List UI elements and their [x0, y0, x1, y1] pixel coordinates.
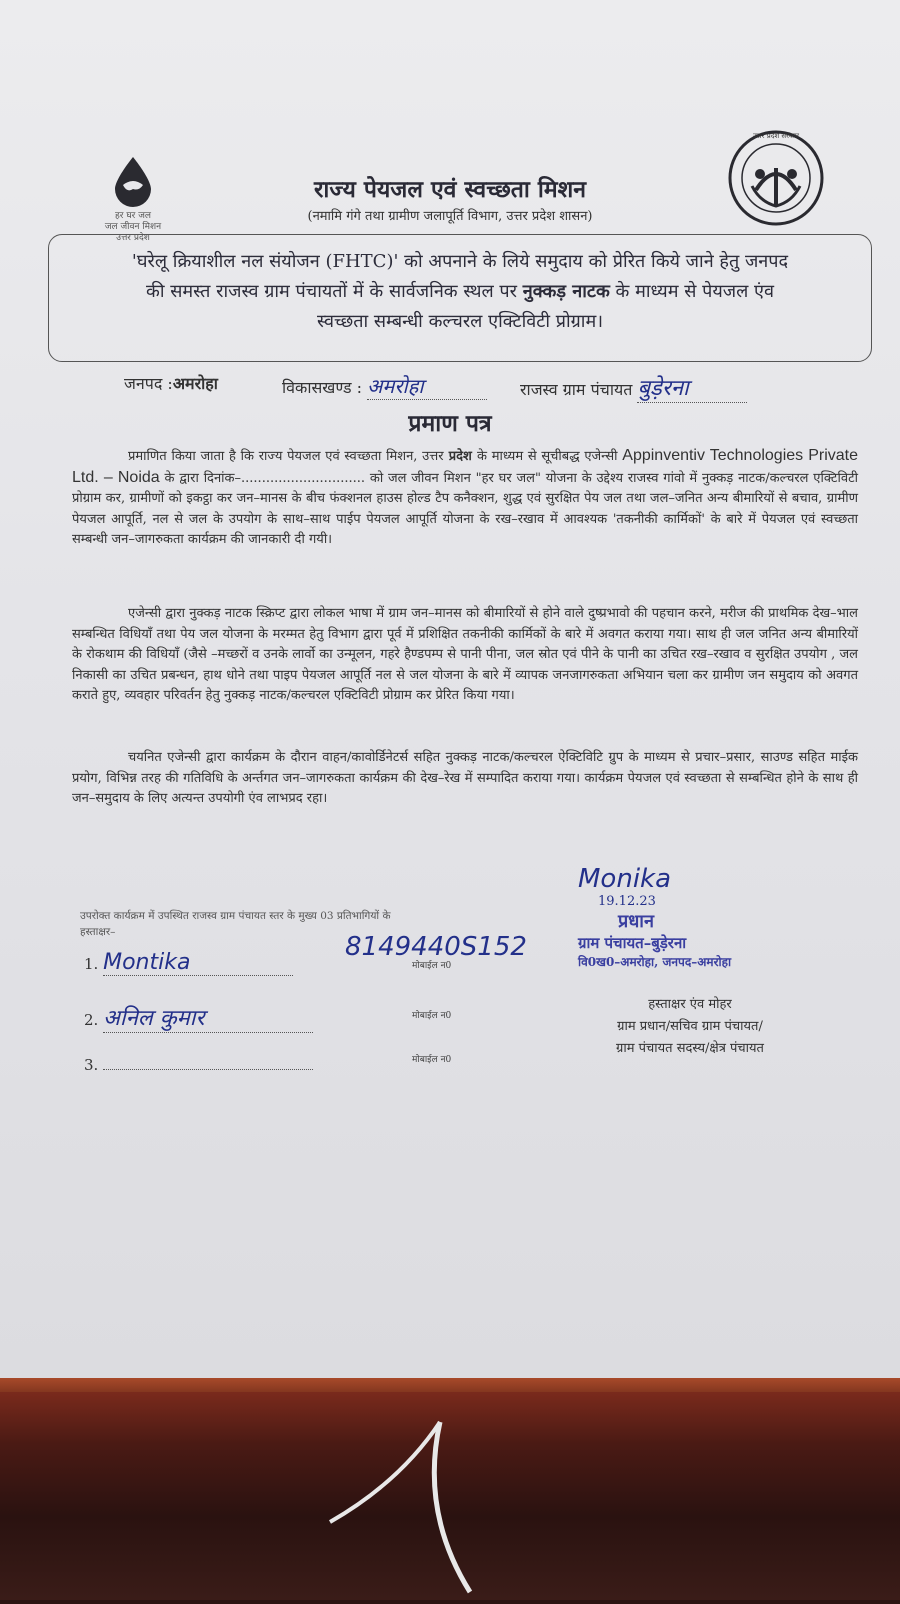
banner-line-1: 'घरेलू क्रियाशील नल संयोजन (FHTC)' को अपनाने के लिये समुदाय को प्रेरित किये जाने हेतु जनपद — [131, 251, 789, 272]
mobile-label-3: मोबाईल न0 — [412, 1055, 452, 1065]
pradhan-signature: Monika — [578, 864, 672, 894]
banner-line-2: की समस्त राजस्व ग्राम पंचायतों में के सार्वजनिक स्थल पर नुक्कड़ नाटक के माध्यम से पेयजल एंव — [146, 281, 774, 302]
paragraph-2: एजेन्सी द्वारा नुक्कड़ नाटक स्क्रिप्ट द्वारा लोकल भाषा में ग्राम जन–मानस को बीमारियों से होने वाले दुष्प्रभावो की पहचान करने, मरीज की प्राथमिक देख–भाल सम्बन्धित विधियाँ तथा पेय जल योजना के मरम्मत हेतु विभाग द्वारा पूर्व में प्रशिक्षित तकनीकी कार्मिकों के बारे में अवगत कराया गया। साथ ही जल जनित अन्य बीमारियों के रोकथाम की विधियाँ (जैसे –मच्छरों व उनके लार्वो का उन्मूलन, गहरे हैण्डपम्प से पानी पीना, जल स्रोत एवं पीने के पानी का उचित रख–रखाव व सुरक्षित उपयोग , जल निकासी का उचित प्रबन्धन, हाथ धोने तथा पाइप पेयजल आपूर्ति नल से जल योजना के बारे में व्यापक जनजागरुकता अभियान चला कर ग्रामीण जन समुदाय को अवगत कराते हुए, व्यवहार परिवर्तन हेतु नुक्कड़ नाटक/कल्चरल एक्टिविटी प्रोग्राम कर प्रेरित किया गया। — [72, 606, 858, 703]
logo-tagline-1: हर घर जल — [115, 211, 151, 221]
village-field: राजस्व ग्राम पंचायत बुड़ेरना — [520, 372, 747, 403]
program-banner — [48, 234, 872, 362]
district-field: जनपद :अमरोहा — [124, 374, 218, 393]
paragraph-1: प्रमाणित किया जाता है कि राज्य पेयजल एवं स्वच्छता मिशन, उत्तर प्रदेश के माध्यम से सूचीबद्ध एजेन्सी Appinventiv Technologies Private Ltd. – Noida के द्वारा दिनांक–.............................. को जल जीवन मिशन "हर घर जल" योजना के उद्देश्य राजस्व गांवो में नुक्कड़ नाटक/कल्चरल एक्टिविटी प्रोग्राम कर, ग्रामीणों को इकट्ठा कर जन–मानस के बीच फंक्शनल हाउस होल्ड टैप कनैक्शन, शुद्ध एवं सुरक्षित पेय जल तथा जल–जनित अन्य बीमारियों से बचाव, ग्रामीण पेयजल आपूर्ति, नल से जल के उपयोग के साथ–साथ पाईप पेयजल आपूर्ति योजना के रख–रखाव में आवश्यक 'तकनीकी कार्मिकों' के बारे में पेयजल एवं स्वच्छता सम्बन्धी जन–जागरुकता कार्यक्रम की जानकारी दी गयी। — [72, 447, 858, 547]
footer-signature-note: हस्ताक्षर एंव मोहर ग्राम प्रधान/सचिव ग्राम पंचायत/ ग्राम पंचायत सदस्य/क्षेत्र पंचायत — [616, 997, 764, 1056]
participants-intro: उपरोक्त कार्यक्रम में उपस्थित राजस्व ग्राम पंचायत स्तर के मुख्य 03 प्रतिभागियों के हस्ताक्षर– — [80, 910, 391, 938]
background-surface — [0, 1392, 900, 1600]
logo-tagline-3: उत्तर प्रदेश — [116, 233, 150, 243]
pradhan-date: 19.12.23 — [598, 894, 656, 909]
mobile-label-2: मोबाईल न0 — [412, 1011, 452, 1021]
stamp-address: वि0ख0–अमरोहा, जनपद–अमरोहा — [578, 955, 732, 969]
cable-graphic — [0, 1392, 900, 1600]
stamp-panchayat: ग्राम पंचायत–बुड़ेरना — [578, 934, 687, 952]
paragraph-3: चयनित एजेन्सी द्वारा कार्यक्रम के दौरान वाहन/कावोर्डिनेटर्स सहित नुक्कड़ नाटक/कल्चरल ऐक्टिविटि ग्रुप के माध्यम से प्रचार–प्रसार, साउण्ड सहित माईक प्रयोग, विभिन्न तरह की गतिविधि के अर्न्तगत जन–जागरुकता कार्यक्रम की देख–रेख में सम्पादित कराया गया। कार्यक्रम पेयजल एवं स्वच्छता से सम्बन्धित होने के साथ ही जन–समुदाय के लिए अत्यन्त उपयोगी एंव लाभप्रद रहा। — [72, 750, 858, 806]
participant-row-1: 1. Montika — [84, 950, 293, 976]
banner-line-3: स्वच्छता सम्बन्धी कल्चरल एक्टिविटी प्रोग्राम। — [316, 311, 604, 332]
mobile-label-1: मोबाईल न0 — [412, 961, 452, 971]
participant-row-2: 2. अनिल कुमार — [84, 1002, 313, 1033]
stamp-designation: प्रधान — [618, 911, 654, 932]
logo-tagline-2: जल जीवन मिशन — [104, 222, 162, 232]
participant-mobile-1: 8149440S152 — [345, 932, 527, 962]
participant-row-3: 3. — [84, 1056, 313, 1074]
mission-title: राज्य पेयजल एवं स्वच्छता मिशन — [314, 176, 586, 203]
mission-subtitle: (नमामि गंगे तथा ग्रामीण जलापूर्ति विभाग, उत्तर प्रदेश शासन) — [307, 209, 593, 224]
pradhan-signature-block — [578, 864, 808, 970]
block-field: विकासखण्ड : अमरोहा — [282, 372, 487, 400]
seal-text: उत्तर प्रदेश सरकार — [752, 132, 800, 140]
certificate-title: प्रमाण पत्र — [408, 410, 492, 437]
